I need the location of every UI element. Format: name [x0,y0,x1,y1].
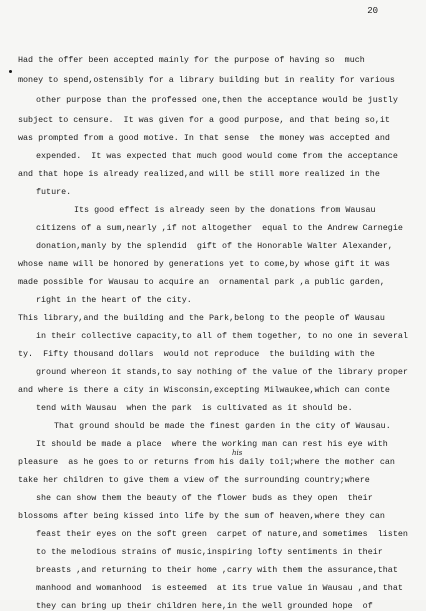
text-line: tend with Wausau when the park is cultivated as it should be. [36,403,353,413]
text-line: pleasure as he goes to or returns from his daily toil;where the mother can [18,457,395,467]
text-line: and that hope is already realized,and will be still more realized in the [18,169,380,179]
text-line: take her children to give them a view of the surrounding country;where [18,475,370,485]
text-line: other purpose than the professed one,then the acceptance would be justly [36,95,398,105]
page-number: 20 [367,6,378,16]
text-line: blossoms after being kissed into life by the sum of heaven,where they can [18,511,385,521]
text-line: It should be made a place where the working man can rest his eye with [36,439,388,449]
text-line: in their collective capacity,to all of them together, to no one in several [36,331,408,341]
text-line: they can bring up their children here,in the well grounded hope of [36,601,373,611]
text-line: money to spend,ostensibly for a library building but in reality for various [18,75,395,85]
text-line: That ground should be made the finest garden in the city of Wausau. [54,421,391,431]
text-line: she can show them the beauty of the flower buds as they open their [36,493,373,503]
text-line: whose name will be honored by generations yet to come,by whose gift it was [18,259,390,269]
text-line: manhood and womanhood is esteemed at its true value in Wausau ,and that [36,583,403,593]
margin-mark [9,70,12,73]
text-line: future. [36,187,72,197]
text-line: citizens of a sum,nearly ,if not altogether equal to the Andrew Carnegie [36,223,403,233]
text-line: expended. It was expected that much good would come from the acceptance [36,151,398,161]
text-line: subject to censure. It was given for a good purpose, and that being so,it [18,115,390,125]
text-line: was prompted from a good motive. In that sense the money was accepted and [18,133,390,143]
text-line: made possible for Wausau to acquire an ornamental park ,a public garden, [18,277,385,287]
handwritten-insertion: his [232,449,243,457]
text-line: ground whereon it stands,to say nothing of the value of the library proper [36,367,408,377]
text-line: ty. Fifty thousand dollars would not reproduce the building with the [18,349,375,359]
text-line: Had the offer been accepted mainly for the purpose of having so much [18,55,365,65]
text-line: Its good effect is already seen by the donations from Wausau [74,205,376,215]
text-line: donation,manly by the splendid gift of the Honorable Walter Alexander, [36,241,393,251]
text-line: This library,and the building and the Park,belong to the people of Wausau [18,313,385,323]
text-line: to the melodious strains of music,inspiring lofty sentiments in their [36,547,383,557]
text-line: feast their eyes on the soft green carpet of nature,and sometimes listen [36,529,408,539]
text-line: and where is there a city in Wisconsin,excepting Milwaukee,which can conte [18,385,390,395]
text-line: breasts ,and returning to their home ,carry with them the assurance,that [36,565,398,575]
text-line: right in the heart of the city. [36,295,192,305]
